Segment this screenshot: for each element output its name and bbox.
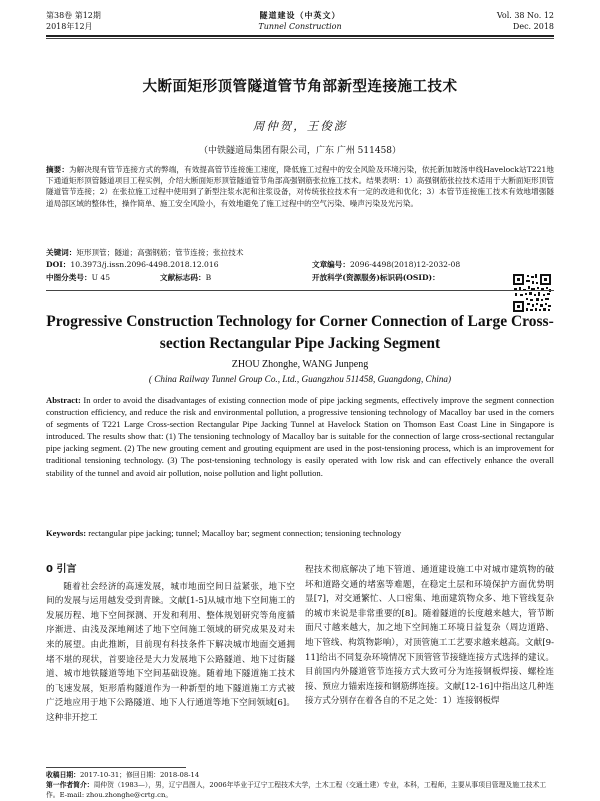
article-title-en: Progressive Construction Technology for Corner Connection of Large Cross-section Rectangular Pipe Jacking Segment [46,313,554,352]
osid-label: 开放科学(资源服务)标识码(OSID)： [312,273,440,282]
meta-divider [46,290,554,291]
authors-zh: 周仲贺，王俊澎 [252,119,348,133]
header-rule-thin [46,38,554,39]
article-title-zh: 大断面矩形顶管隧道管节角部新型连接施工技术 [142,79,458,95]
footnote [46,770,554,800]
doi-line [46,259,219,270]
osid-line [312,272,440,283]
abstract-zh-label: 摘要： [46,165,70,174]
abstract-zh [46,164,554,209]
footnote-rule [46,767,186,768]
clc-label: 中图分类号： [46,273,92,282]
osid-qr-code-icon[interactable] [512,273,552,313]
article-number-value: 2096-4498(2018)12-2032-08 [349,260,461,269]
affiliation-zh: （中铁隧道局集团有限公司，广东 广州 511458） [198,146,402,156]
bio-text: 周仲贺（1983—），男，辽宁昌图人，2006年毕业于辽宁工程技术大学，土木工程（交通土建）专业，本科，工程师，主要从事项目管理及施工技术工作。E-mail: zhou.zhonghe@crtg.cn。 [46,781,547,799]
journal-name-zh: 隧道建设（中英文） [259,10,341,20]
article-number-label: 文章编号： [312,260,350,269]
volume-issue-en: Vol. 38 No. 12 [496,11,554,20]
journal-name-en: Tunnel Construction [258,22,342,31]
doc-code-value: B [205,273,212,282]
abstract-en [46,394,554,479]
abstract-en-label: Abstract: [46,395,81,405]
bio-label: 第一作者简介： [46,781,94,789]
doi-label: DOI： [46,260,71,269]
received-dates: 2017-10-31；修回日期：2018-08-14 [79,771,200,779]
article-number-line [312,259,460,270]
abstract-zh-text: 为解决现有管节连接方式的弊端，有效提高管节连接施工速度，降低施工过程中的安全风险及环境污染，依托新加坡汤申线Havelock站T221地下通道矩形顶管隧道项目工程实例，介绍大断面矩形顶管隧道管节角部高强钢筋张拉施工技术。结果表明：1）高强钢筋张拉技术适用于大断面矩形顶管隧道管节连接；2）在张拉施工过程中使用到了新型注浆水泥和注浆设备，对传统张拉技术有一定的改进和优化；3）本管节连接施工技术有效地增强隧道局部区域的整体性，操作简单、施工安全风险小，有效地避免了施工过程中的空气污染、噪声污染及光污染。 [46,165,555,208]
doc-code-line [160,272,211,283]
running-header-right [497,10,554,32]
authors-en: ZHOU Zhonghe, WANG Junpeng [231,359,369,370]
clc-value: U 45 [91,273,111,282]
keywords-en-label: Keywords: [46,528,87,538]
section-heading-introduction: 0 引言 [46,564,77,575]
keywords-zh [46,247,554,258]
received-label: 收稿日期： [46,771,80,779]
keywords-zh-text: 矩形顶管；隧道；高强钢筋；管节连接；张拉技术 [76,248,244,257]
footnote-author-bio [46,780,554,800]
footnote-received [46,770,554,780]
affiliation-en: ( China Railway Tunnel Group Co., Ltd., Guangzhou 511458, Guangdong, China) [148,374,452,384]
keywords-zh-label: 关键词： [46,248,77,257]
body-paragraph: 随着社会经济的高速发展，城市地面空间日益紧张，地下空间的发展与运用越发受到青睐。文献[1-5]从城市地下空间施工的发展历程、地下空间探测、开发和利用、整体规划研究等角度循序渐进、由浅及深地阐述了地下空间施工领域的研究成果及对未来的展望。由此推断，目前现有科技条件下解决城市地面交通拥堵不堪的现状，首要途径是大力发展地下公路隧道、地下过街隧道、城市地铁隧道等地下空间基础设施。随着地下隧道施工技术的飞速发展，矩形盾构隧道作为一种新型的地下隧道施工方式被广泛地应用于地下公路隧道、地下人行通道等地下空间领域[6]。这种非开挖工 [46,581,295,723]
keywords-en-text: rectangular pipe jacking; tunnel; Macalloy bar; segment connection; tensioning technology [88,528,402,538]
doc-code-label: 文献标志码： [160,273,206,282]
body-column-right [305,563,554,709]
date-zh: 2018年12月 [46,22,93,31]
body-paragraph-continued: 程技术彻底解决了地下管道、通道建设施工中对城市建筑物的破坏和道路交通的堵塞等难题，在稳定土层和环境保护方面优势明显[7]，对交通繁忙、人口密集、地面建筑物众多、地下管线复杂的城市来说是非常重要的[8]。随着隧道的长度越来越大，管节断面尺寸越来越大，加之地下空间施工环境日益复杂（周边道路、地下管线、构筑物影响），对顶管施工工艺要求越来越高。文献[9-11]给出不同复杂环境情况下顶管管节接缝连接方式选择的建议。目前国内外隧道管节连接方式大致可分为连接钢板焊接、螺栓连接、预应力锚索连接和钢筋绑连接。文献[12-16]中指出这几种连接方式分别存在着各自的不足之处：1）连接钢板焊 [305,565,554,707]
body-column-left [46,563,295,726]
date-en: Dec. 2018 [512,22,554,31]
header-rule [46,35,554,37]
volume-issue-zh: 第38卷 第12期 [46,11,101,20]
abstract-en-text: In order to avoid the disadvantages of existing connection mode of pipe jacking segments, effectively improve the segment connection construction efficiency, and reduce the risk and environmental pollution, a progressive tensioning technology of Macalloy bar used in the corners of segments of T221 Large Cross-section Rectangular Pipe Jacking Tunnel at Havelock Station on Thomson East Coast Line in Singapore is introduced. The results show that: (1) The tensioning technology of Macalloy bar is suitable for the connection of large cross-sectional rectangular pipe jacking segment. (2) The new grouting cement and grouting equipment are used in the post-tensioning process, which is an improvement for traditional tensioning technology. (3) The post-tensioning technology is easily operated with low risk and can effectively enhance the overall stability of the tunnel and avoid air pollution, noise pollution and light pollution. [46,395,554,478]
keywords-en [46,527,554,539]
doi-value[interactable]: 10.3973/j.issn.2096-4498.2018.12.016 [70,260,219,269]
clc-line [46,272,110,283]
